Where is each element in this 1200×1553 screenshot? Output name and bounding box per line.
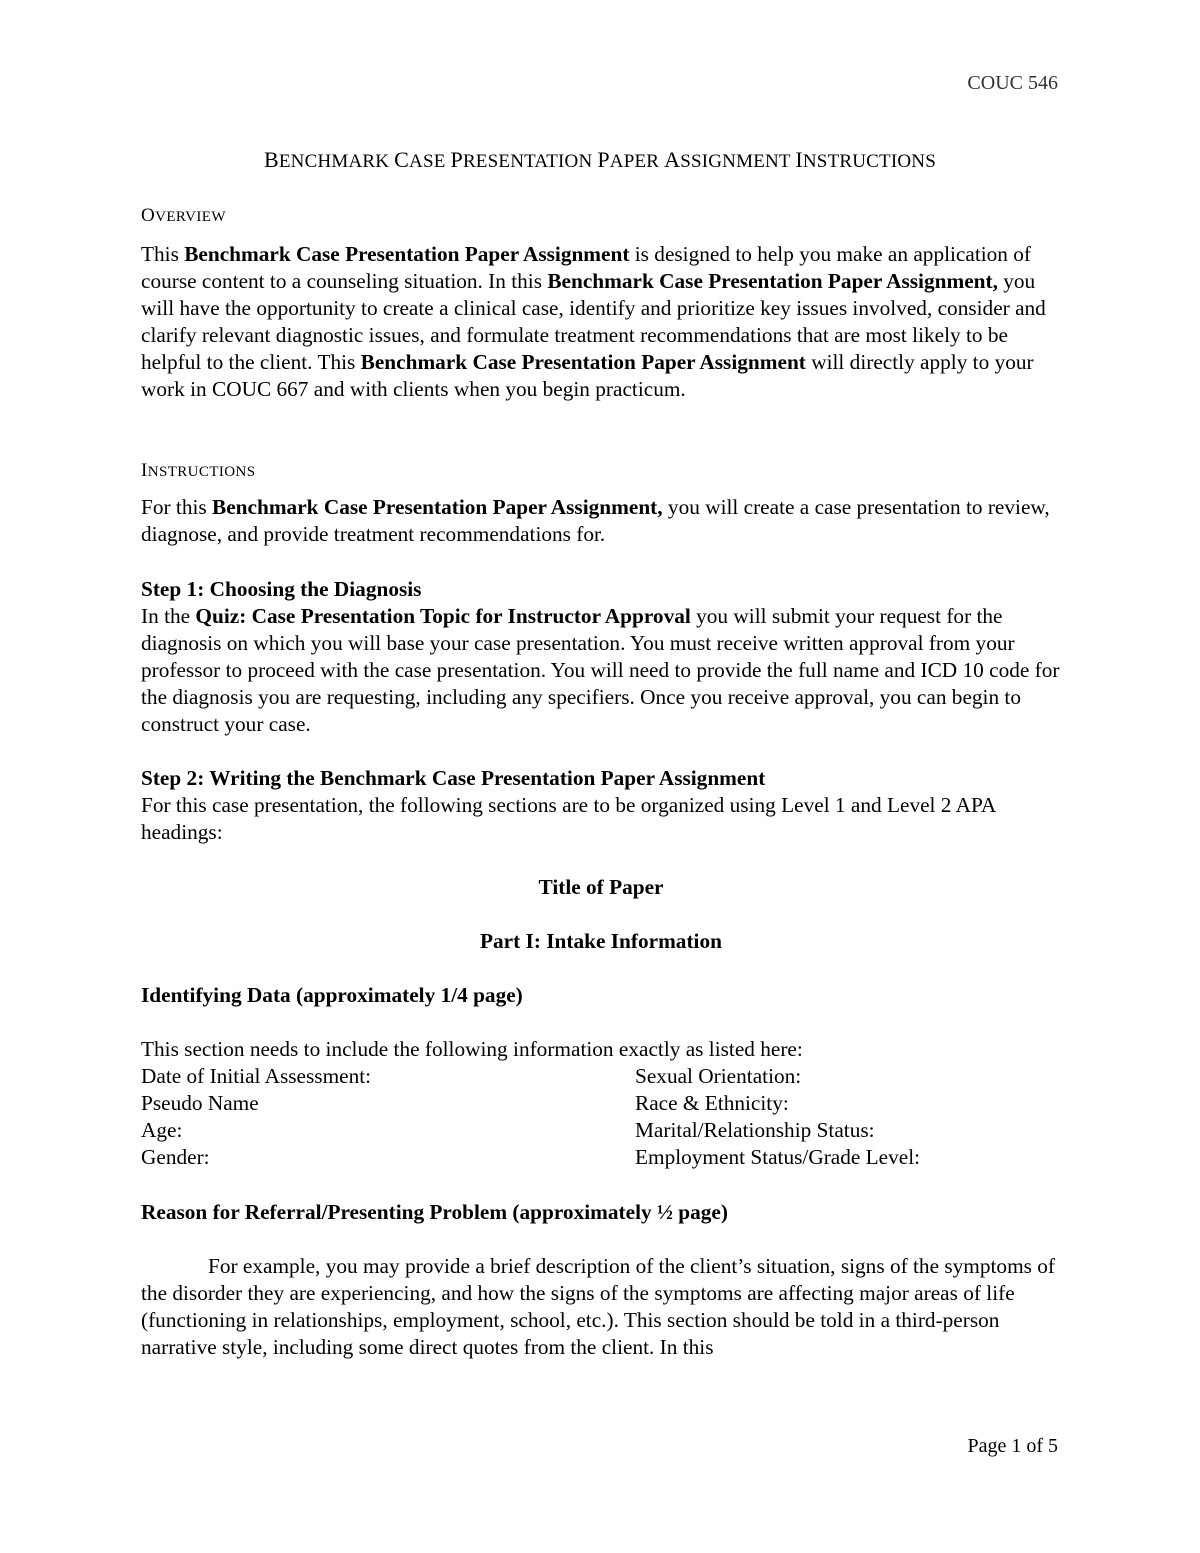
field-label: Date of Initial Assessment:: [141, 1064, 372, 1088]
step1-paragraph: In the Quiz: Case Presentation Topic for Instructor Approval you will submit your request for the diagnosis on which you will base your case presentation. You must receive written approval from your professor to proceed with the case presentation. You will need to provide the full name and ICD 10 code for the diagnosis you are requesting, including any specifiers. Once you receive approval, you can begin to construct your case.: [141, 604, 1060, 736]
referral-heading: Reason for Referral/Presenting Problem (approximately ½ page): [141, 1200, 728, 1224]
instructions-heading: INSTRUCTIONS: [141, 460, 256, 481]
field-row: [141, 1144, 1061, 1171]
referral-paragraph: For example, you may provide a brief description of the client’s situation, signs of the symptoms of the disorder they are experiencing, and how the signs of the symptoms are affecting major areas of life (functioning in relationships, employment, school, etc.). This section should be told in a third-person narrative style, including some direct quotes from the client. In this: [141, 1254, 1055, 1359]
field-label: Employment Status/Grade Level:: [635, 1145, 921, 1169]
identifying-data-fields: [141, 1063, 1061, 1171]
instructions-paragraph: For this Benchmark Case Presentation Paper Assignment, you will create a case presentation to review, diagnose, and provide treatment recommendations for.: [141, 495, 1050, 546]
document-title: BENCHMARK CASE PRESENTATION PAPER ASSIGNMENT INSTRUCTIONS: [264, 147, 936, 172]
field-label: Gender:: [141, 1145, 210, 1169]
field-row: [141, 1117, 1061, 1144]
part1-heading: Part I: Intake Information: [480, 929, 722, 953]
step2-paragraph: For this case presentation, the following sections are to be organized using Level 1 and Level 2 APA headings:: [141, 793, 996, 844]
field-label: Age:: [141, 1118, 183, 1142]
field-row: [141, 1063, 1061, 1090]
page-number: Page 1 of 5: [967, 1435, 1058, 1457]
step1-heading: Step 1: Choosing the Diagnosis: [141, 577, 422, 601]
identifying-data-heading: Identifying Data (approximately 1/4 page): [141, 983, 523, 1007]
overview-heading: OVERVIEW: [141, 205, 226, 226]
overview-paragraph: This Benchmark Case Presentation Paper Assignment is designed to help you make an application of course content to a counseling situation. In this Benchmark Case Presentation Paper Assignment, you will have the opportunity to create a clinical case, identify and prioritize key issues involved, consider and clarify relevant diagnostic issues, and formulate treatment recommendations that are most likely to be helpful to the client. This Benchmark Case Presentation Paper Assignment will directly apply to your work in COUC 667 and with clients when you begin practicum.: [141, 242, 1046, 401]
field-label: Pseudo Name: [141, 1091, 259, 1115]
field-label: Race & Ethnicity:: [635, 1091, 789, 1115]
paper-title-heading: Title of Paper: [538, 875, 664, 899]
identifying-data-intro: This section needs to include the following information exactly as listed here:: [141, 1037, 803, 1061]
step2-heading: Step 2: Writing the Benchmark Case Presentation Paper Assignment: [141, 766, 766, 790]
running-header: COUC 546: [967, 72, 1058, 94]
field-label: Sexual Orientation:: [635, 1064, 802, 1088]
field-row: [141, 1090, 1061, 1117]
field-label: Marital/Relationship Status:: [635, 1118, 875, 1142]
